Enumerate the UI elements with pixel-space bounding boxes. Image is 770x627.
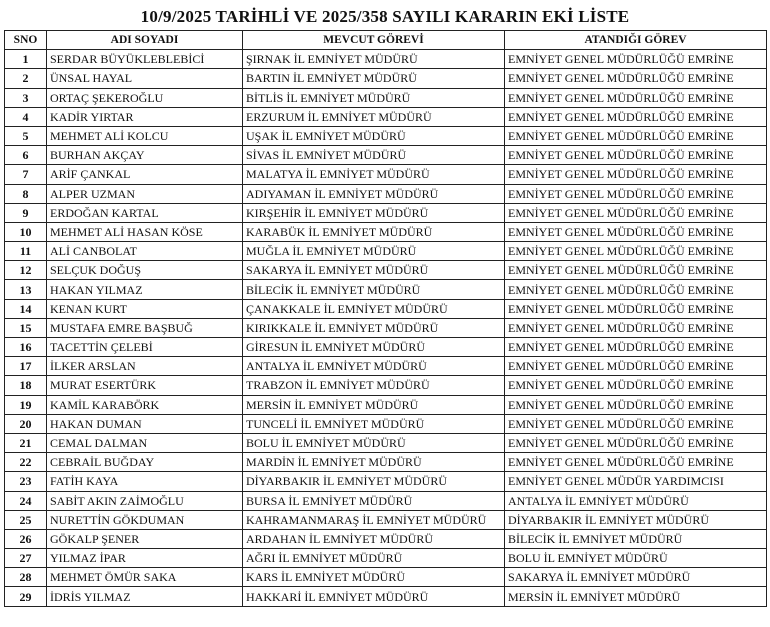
- row-sno: 5: [5, 126, 47, 145]
- row-name: SERDAR BÜYÜKLEBLEBİCİ: [47, 50, 243, 69]
- row-current-position: BİTLİS İL EMNİYET MÜDÜRÜ: [243, 88, 505, 107]
- row-current-position: ANTALYA İL EMNİYET MÜDÜRÜ: [243, 357, 505, 376]
- table-row: [5, 587, 767, 606]
- table-row: [5, 242, 767, 261]
- row-sno: 2: [5, 69, 47, 88]
- row-name: MURAT ESERTÜRK: [47, 376, 243, 395]
- row-current-position: DİYARBAKIR İL EMNİYET MÜDÜRÜ: [243, 472, 505, 491]
- row-name: İDRİS YILMAZ: [47, 587, 243, 606]
- row-assigned-position: EMNİYET GENEL MÜDÜRLÜĞÜ EMRİNE: [505, 88, 767, 107]
- table-row: [5, 510, 767, 529]
- row-current-position: ADIYAMAN İL EMNİYET MÜDÜRÜ: [243, 184, 505, 203]
- table-row: [5, 395, 767, 414]
- table-row: [5, 453, 767, 472]
- table-row: [5, 376, 767, 395]
- row-assigned-position: EMNİYET GENEL MÜDÜRLÜĞÜ EMRİNE: [505, 107, 767, 126]
- header-assigned-position: ATANDIĞI GÖREV: [505, 31, 767, 50]
- row-current-position: TRABZON İL EMNİYET MÜDÜRÜ: [243, 376, 505, 395]
- row-sno: 15: [5, 318, 47, 337]
- row-current-position: BİLECİK İL EMNİYET MÜDÜRÜ: [243, 280, 505, 299]
- row-name: KAMİL KARABÖRK: [47, 395, 243, 414]
- row-current-position: TUNCELİ İL EMNİYET MÜDÜRÜ: [243, 414, 505, 433]
- row-assigned-position: BİLECİK İL EMNİYET MÜDÜRÜ: [505, 529, 767, 548]
- row-sno: 28: [5, 568, 47, 587]
- row-assigned-position: EMNİYET GENEL MÜDÜRLÜĞÜ EMRİNE: [505, 126, 767, 145]
- row-sno: 17: [5, 357, 47, 376]
- row-assigned-position: EMNİYET GENEL MÜDÜRLÜĞÜ EMRİNE: [505, 261, 767, 280]
- table-row: [5, 472, 767, 491]
- row-sno: 20: [5, 414, 47, 433]
- row-assigned-position: SAKARYA İL EMNİYET MÜDÜRÜ: [505, 568, 767, 587]
- row-name: ARİF ÇANKAL: [47, 165, 243, 184]
- row-assigned-position: EMNİYET GENEL MÜDÜRLÜĞÜ EMRİNE: [505, 338, 767, 357]
- row-assigned-position: ANTALYA İL EMNİYET MÜDÜRÜ: [505, 491, 767, 510]
- row-assigned-position: EMNİYET GENEL MÜDÜRLÜĞÜ EMRİNE: [505, 433, 767, 452]
- table-body: [5, 50, 767, 606]
- row-assigned-position: EMNİYET GENEL MÜDÜRLÜĞÜ EMRİNE: [505, 165, 767, 184]
- row-assigned-position: EMNİYET GENEL MÜDÜRLÜĞÜ EMRİNE: [505, 357, 767, 376]
- document-title: 10/9/2025 TARİHLİ VE 2025/358 SAYILI KARARIN EKİ LİSTE: [140, 7, 630, 26]
- row-assigned-position: EMNİYET GENEL MÜDÜRLÜĞÜ EMRİNE: [505, 69, 767, 88]
- row-assigned-position: MERSİN İL EMNİYET MÜDÜRÜ: [505, 587, 767, 606]
- row-name: ÜNSAL HAYAL: [47, 69, 243, 88]
- row-sno: 13: [5, 280, 47, 299]
- table-row: [5, 107, 767, 126]
- row-current-position: BURSA İL EMNİYET MÜDÜRÜ: [243, 491, 505, 510]
- row-sno: 3: [5, 88, 47, 107]
- row-sno: 24: [5, 491, 47, 510]
- header-current-position: MEVCUT GÖREVİ: [243, 31, 505, 50]
- row-sno: 29: [5, 587, 47, 606]
- row-name: YILMAZ İPAR: [47, 549, 243, 568]
- table-row: [5, 280, 767, 299]
- row-current-position: KIRŞEHİR İL EMNİYET MÜDÜRÜ: [243, 203, 505, 222]
- table-row: [5, 88, 767, 107]
- row-name: ALPER UZMAN: [47, 184, 243, 203]
- row-current-position: MARDİN İL EMNİYET MÜDÜRÜ: [243, 453, 505, 472]
- row-assigned-position: EMNİYET GENEL MÜDÜRLÜĞÜ EMRİNE: [505, 395, 767, 414]
- row-assigned-position: EMNİYET GENEL MÜDÜRLÜĞÜ EMRİNE: [505, 376, 767, 395]
- row-assigned-position: EMNİYET GENEL MÜDÜRLÜĞÜ EMRİNE: [505, 184, 767, 203]
- row-current-position: MUĞLA İL EMNİYET MÜDÜRÜ: [243, 242, 505, 261]
- row-current-position: KARS İL EMNİYET MÜDÜRÜ: [243, 568, 505, 587]
- table-row: [5, 549, 767, 568]
- row-sno: 18: [5, 376, 47, 395]
- row-current-position: AĞRI İL EMNİYET MÜDÜRÜ: [243, 549, 505, 568]
- row-sno: 7: [5, 165, 47, 184]
- row-name: MUSTAFA EMRE BAŞBUĞ: [47, 318, 243, 337]
- row-sno: 1: [5, 50, 47, 69]
- row-sno: 19: [5, 395, 47, 414]
- table-row: [5, 261, 767, 280]
- row-sno: 21: [5, 433, 47, 452]
- row-sno: 9: [5, 203, 47, 222]
- row-sno: 25: [5, 510, 47, 529]
- row-current-position: BARTIN İL EMNİYET MÜDÜRÜ: [243, 69, 505, 88]
- row-assigned-position: EMNİYET GENEL MÜDÜRLÜĞÜ EMRİNE: [505, 453, 767, 472]
- row-name: HAKAN DUMAN: [47, 414, 243, 433]
- row-current-position: KARABÜK İL EMNİYET MÜDÜRÜ: [243, 222, 505, 241]
- row-name: MEHMET ALİ KOLCU: [47, 126, 243, 145]
- table-row: [5, 146, 767, 165]
- row-sno: 14: [5, 299, 47, 318]
- row-sno: 26: [5, 529, 47, 548]
- table-row: [5, 222, 767, 241]
- row-name: ORTAÇ ŞEKEROĞLU: [47, 88, 243, 107]
- row-assigned-position: EMNİYET GENEL MÜDÜRLÜĞÜ EMRİNE: [505, 414, 767, 433]
- row-name: İLKER ARSLAN: [47, 357, 243, 376]
- row-name: SELÇUK DOĞUŞ: [47, 261, 243, 280]
- row-current-position: ŞIRNAK İL EMNİYET MÜDÜRÜ: [243, 50, 505, 69]
- row-sno: 4: [5, 107, 47, 126]
- row-assigned-position: EMNİYET GENEL MÜDÜRLÜĞÜ EMRİNE: [505, 299, 767, 318]
- table-row: [5, 414, 767, 433]
- row-name: FATİH KAYA: [47, 472, 243, 491]
- row-sno: 11: [5, 242, 47, 261]
- row-name: MEHMET ALİ HASAN KÖSE: [47, 222, 243, 241]
- table-row: [5, 203, 767, 222]
- document-page: [4, 4, 766, 623]
- row-sno: 8: [5, 184, 47, 203]
- table-row: [5, 126, 767, 145]
- row-name: CEMAL DALMAN: [47, 433, 243, 452]
- row-sno: 27: [5, 549, 47, 568]
- row-current-position: KIRIKKALE İL EMNİYET MÜDÜRÜ: [243, 318, 505, 337]
- table-row: [5, 568, 767, 587]
- table-row: [5, 529, 767, 548]
- table-row: [5, 69, 767, 88]
- row-current-position: GİRESUN İL EMNİYET MÜDÜRÜ: [243, 338, 505, 357]
- row-sno: 10: [5, 222, 47, 241]
- row-assigned-position: EMNİYET GENEL MÜDÜR YARDIMCISI: [505, 472, 767, 491]
- row-current-position: BOLU İL EMNİYET MÜDÜRÜ: [243, 433, 505, 452]
- table-row: [5, 184, 767, 203]
- row-name: BURHAN AKÇAY: [47, 146, 243, 165]
- row-name: TACETTİN ÇELEBİ: [47, 338, 243, 357]
- header-name: ADI SOYADI: [47, 31, 243, 50]
- row-name: GÖKALP ŞENER: [47, 529, 243, 548]
- row-current-position: ÇANAKKALE İL EMNİYET MÜDÜRÜ: [243, 299, 505, 318]
- table-row: [5, 299, 767, 318]
- table-row: [5, 491, 767, 510]
- table-row: [5, 338, 767, 357]
- row-assigned-position: EMNİYET GENEL MÜDÜRLÜĞÜ EMRİNE: [505, 280, 767, 299]
- row-current-position: UŞAK İL EMNİYET MÜDÜRÜ: [243, 126, 505, 145]
- row-current-position: HAKKARİ İL EMNİYET MÜDÜRÜ: [243, 587, 505, 606]
- row-name: KENAN KURT: [47, 299, 243, 318]
- row-current-position: SAKARYA İL EMNİYET MÜDÜRÜ: [243, 261, 505, 280]
- table-row: [5, 165, 767, 184]
- table-header-row: [5, 31, 767, 50]
- row-assigned-position: EMNİYET GENEL MÜDÜRLÜĞÜ EMRİNE: [505, 50, 767, 69]
- row-current-position: ERZURUM İL EMNİYET MÜDÜRÜ: [243, 107, 505, 126]
- row-assigned-position: EMNİYET GENEL MÜDÜRLÜĞÜ EMRİNE: [505, 146, 767, 165]
- row-assigned-position: BOLU İL EMNİYET MÜDÜRÜ: [505, 549, 767, 568]
- row-name: SABİT AKIN ZAİMOĞLU: [47, 491, 243, 510]
- row-sno: 16: [5, 338, 47, 357]
- row-name: NURETTİN GÖKDUMAN: [47, 510, 243, 529]
- row-sno: 22: [5, 453, 47, 472]
- assignment-table: [4, 30, 767, 607]
- row-sno: 6: [5, 146, 47, 165]
- row-assigned-position: EMNİYET GENEL MÜDÜRLÜĞÜ EMRİNE: [505, 242, 767, 261]
- row-name: CEBRAİL BUĞDAY: [47, 453, 243, 472]
- row-current-position: MALATYA İL EMNİYET MÜDÜRÜ: [243, 165, 505, 184]
- row-current-position: ARDAHAN İL EMNİYET MÜDÜRÜ: [243, 529, 505, 548]
- row-sno: 12: [5, 261, 47, 280]
- row-sno: 23: [5, 472, 47, 491]
- row-assigned-position: EMNİYET GENEL MÜDÜRLÜĞÜ EMRİNE: [505, 222, 767, 241]
- table-row: [5, 50, 767, 69]
- row-assigned-position: EMNİYET GENEL MÜDÜRLÜĞÜ EMRİNE: [505, 318, 767, 337]
- table-row: [5, 433, 767, 452]
- table-row: [5, 357, 767, 376]
- row-assigned-position: EMNİYET GENEL MÜDÜRLÜĞÜ EMRİNE: [505, 203, 767, 222]
- row-current-position: KAHRAMANMARAŞ İL EMNİYET MÜDÜRÜ: [243, 510, 505, 529]
- row-current-position: SİVAS İL EMNİYET MÜDÜRÜ: [243, 146, 505, 165]
- row-name: HAKAN YILMAZ: [47, 280, 243, 299]
- row-name: ERDOĞAN KARTAL: [47, 203, 243, 222]
- row-assigned-position: DİYARBAKIR İL EMNİYET MÜDÜRÜ: [505, 510, 767, 529]
- row-current-position: MERSİN İL EMNİYET MÜDÜRÜ: [243, 395, 505, 414]
- row-name: MEHMET ÖMÜR SAKA: [47, 568, 243, 587]
- table-row: [5, 318, 767, 337]
- row-name: KADİR YIRTAR: [47, 107, 243, 126]
- header-sno: SNO: [5, 31, 47, 50]
- row-name: ALİ CANBOLAT: [47, 242, 243, 261]
